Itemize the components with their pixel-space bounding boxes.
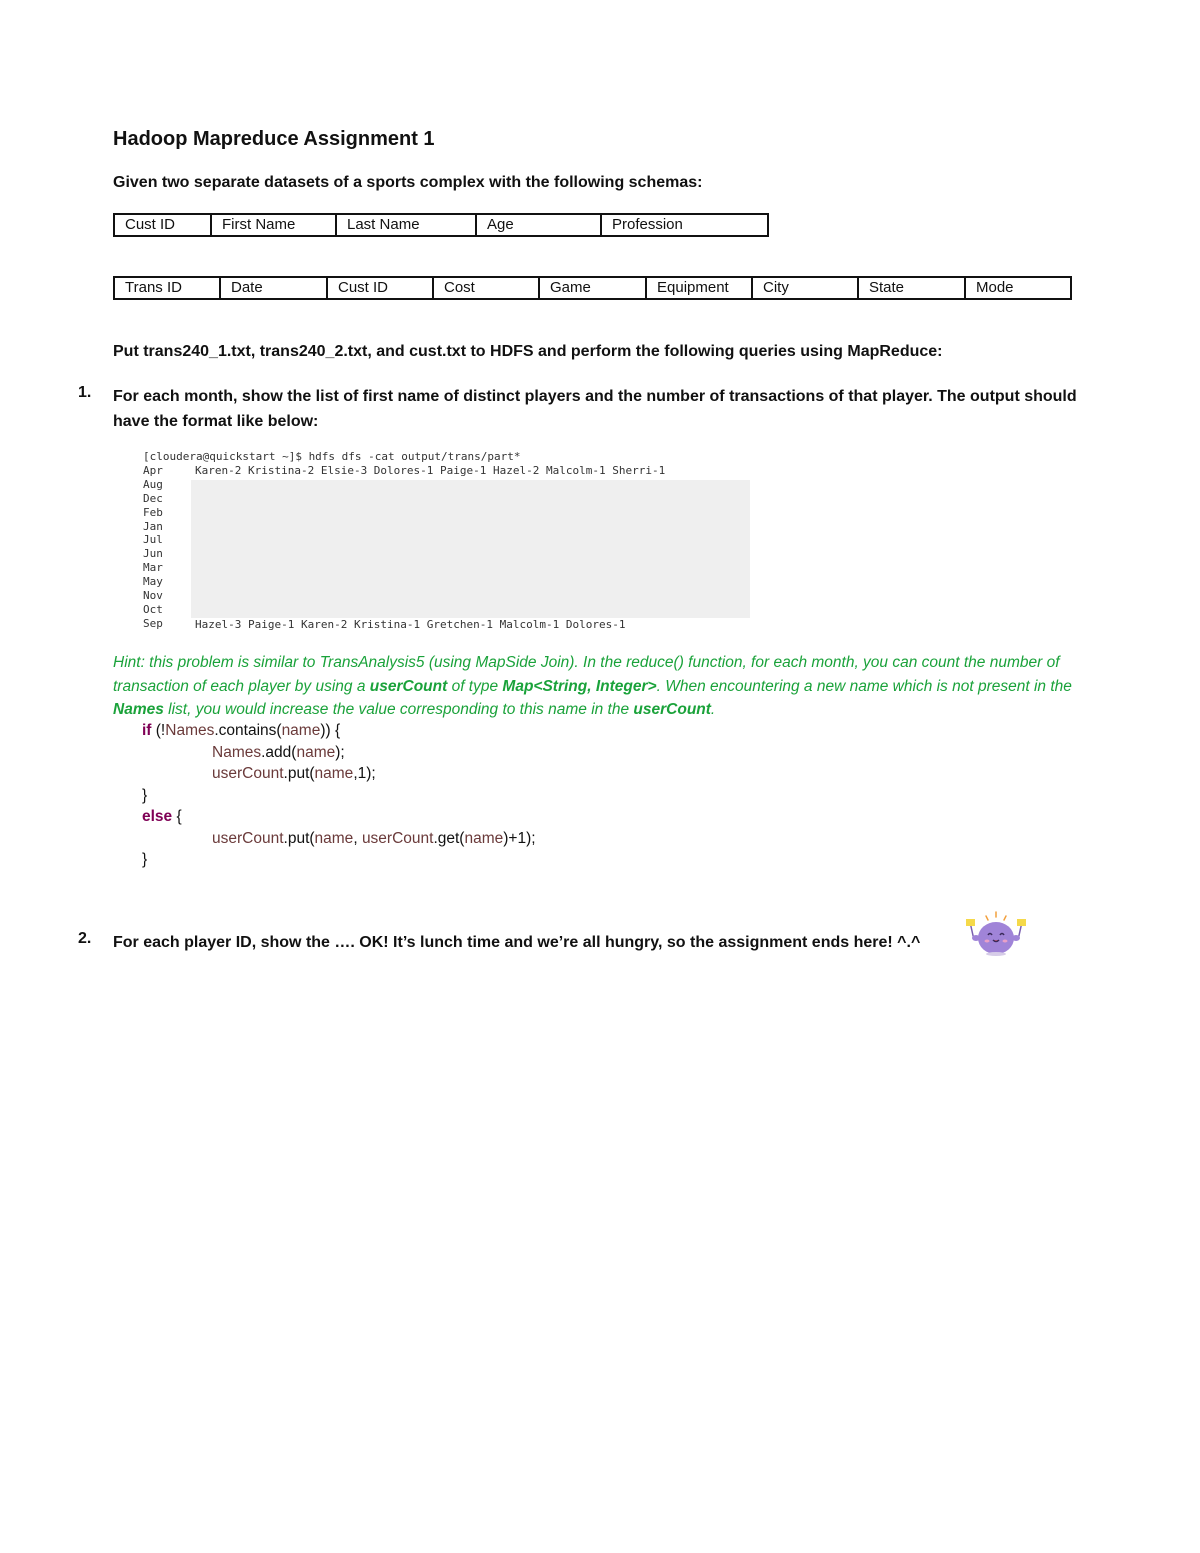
month-label: Jul (143, 533, 163, 547)
month-label: May (143, 575, 163, 589)
terminal-line-sep: Hazel-3 Paige-1 Karen-2 Kristina-1 Gretchen-1 Malcolm-1 Dolores-1 (195, 618, 626, 631)
month-list (143, 464, 163, 631)
hint-text: of type (447, 677, 503, 695)
redacted-output-block (191, 480, 750, 618)
schema-cell: State (858, 277, 965, 299)
code-variable: name (464, 829, 504, 847)
month-label: Jun (143, 547, 163, 561)
schema-cell: City (752, 277, 858, 299)
intro-text: Given two separate datasets of a sports complex with the following schemas: (113, 174, 703, 191)
code-variable: name (314, 765, 354, 782)
code-token: )) { (320, 722, 341, 739)
code-variable: name (281, 722, 321, 739)
code-line (113, 720, 536, 742)
schema-cell: Trans ID (114, 277, 220, 299)
month-label: Sep (143, 616, 163, 630)
schema-cell: Last Name (336, 214, 476, 236)
schema-cell: Date (220, 277, 327, 299)
schema-cell: Age (476, 214, 601, 236)
code-token: .get( (433, 829, 465, 847)
month-label: Aug (143, 477, 163, 491)
code-token: { (172, 808, 182, 825)
terminal-output-screenshot (143, 450, 750, 634)
code-variable: Names (165, 722, 215, 739)
code-token: .contains( (214, 722, 282, 739)
hint-names: Names (113, 701, 164, 718)
month-label: Feb (143, 505, 163, 519)
hint-text: list, you would increase the value corresponding to this name in the (163, 701, 634, 718)
hint-map-type: Map<String, Integer> (502, 677, 657, 695)
cust-schema-table (113, 213, 769, 237)
code-variable: name (314, 829, 354, 847)
trans-schema-table (113, 276, 1072, 300)
month-label: Mar (143, 561, 163, 575)
code-snippet (113, 720, 536, 871)
trans-schema-row (114, 277, 1071, 299)
code-variable: userCount (361, 829, 434, 847)
code-variable: name (296, 743, 336, 761)
put-instruction: Put trans240_1.txt, trans240_2.txt, and cust.txt to HDFS and perform the following queries using MapReduce: (113, 343, 943, 360)
hint-text: . When encountering a new name which is not present in the (656, 677, 1072, 695)
code-variable: Names (212, 743, 262, 761)
question-2-text: For each player ID, show the …. OK! It’s lunch time and we’re all hungry, so the assignment ends here! ^.^ (113, 934, 921, 951)
code-token: , (353, 829, 362, 847)
code-token: ); (335, 743, 345, 761)
code-token: .add( (261, 743, 297, 761)
code-keyword: else (142, 808, 173, 825)
code-token: (! (151, 722, 166, 739)
hint-text: . (710, 701, 716, 718)
question-1-number: 1. (78, 384, 92, 401)
schema-cell: Game (539, 277, 646, 299)
question-2-number: 2. (78, 930, 92, 947)
schema-cell: Cost (433, 277, 539, 299)
code-line (113, 849, 536, 871)
terminal-command: [cloudera@quickstart ~]$ hdfs dfs -cat output/trans/part* (143, 450, 521, 463)
month-label: Oct (143, 602, 163, 616)
hint-usercount: userCount (633, 701, 711, 718)
schema-cell: Cust ID (327, 277, 433, 299)
hint-usercount: userCount (369, 677, 448, 695)
month-label: Nov (143, 589, 163, 603)
month-label: Jan (143, 519, 163, 533)
hint-paragraph (113, 651, 1108, 722)
cust-schema-row (114, 214, 768, 236)
question-1-text: For each month, show the list of first name of distinct players and the number of transactions of that player. The output should have the format like below: (113, 388, 1077, 430)
schema-cell: Mode (965, 277, 1071, 299)
code-token: ,1); (353, 765, 376, 782)
terminal-line-apr: Karen-2 Kristina-2 Elsie-3 Dolores-1 Paige-1 Hazel-2 Malcolm-1 Sherri-1 (195, 464, 666, 477)
code-keyword: if (142, 722, 152, 739)
code-line (113, 785, 536, 807)
document-title: Hadoop Mapreduce Assignment 1 (113, 128, 435, 150)
code-token: .put( (283, 765, 315, 782)
schema-cell: Cust ID (114, 214, 211, 236)
code-line (113, 742, 536, 764)
month-label: Apr (143, 464, 163, 477)
schema-cell: Profession (601, 214, 768, 236)
code-token: .put( (283, 829, 315, 847)
code-line (113, 763, 536, 785)
hint-text: Hint: this problem is similar to TransAnalysis5 (using MapSide Join). In the reduce() function, for each month, you can count the number of transaction of each player by using a (113, 654, 1060, 695)
code-line (113, 806, 536, 828)
code-token: } (142, 786, 148, 804)
code-variable: userCount (212, 829, 284, 847)
code-line (113, 828, 536, 850)
code-token: } (142, 851, 148, 868)
schema-cell: First Name (211, 214, 336, 236)
code-variable: userCount (212, 765, 284, 782)
code-token: )+1); (503, 829, 536, 847)
cheering-mascot-icon (964, 910, 1028, 958)
schema-cell: Equipment (646, 277, 752, 299)
month-label: Dec (143, 491, 163, 505)
